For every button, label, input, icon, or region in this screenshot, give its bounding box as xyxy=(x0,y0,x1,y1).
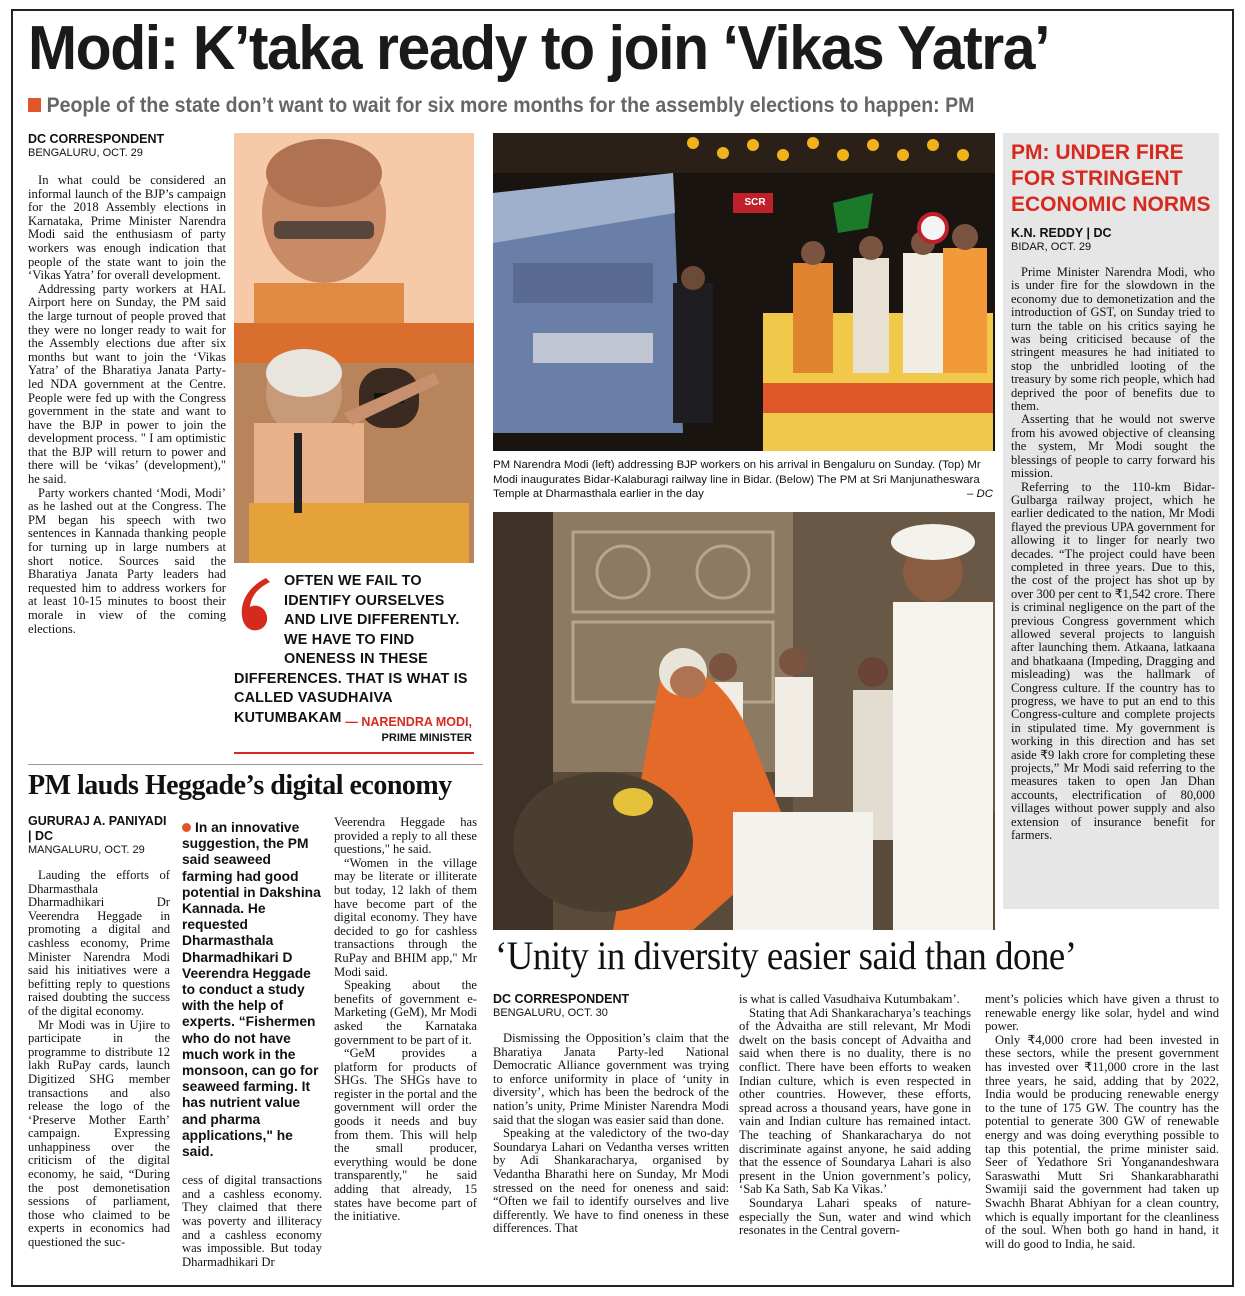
photo-caption xyxy=(493,458,993,502)
photo-temple-visit xyxy=(493,512,995,930)
main-headline: Modi: K’taka ready to join ‘Vikas Yatra’ xyxy=(28,14,1050,83)
story3-paragraph: Dismissing the Opposition’s claim that the Bharatiya Janata Party-led National Democratic Alliance government was trying to enforce uniformity in place of ‘unity in diversity’, which has been the bedrock of the nation’s unity, Prime Minister Narendra Modi said that the slogan was easier said than done. xyxy=(493,1031,729,1127)
story3-paragraph: Only ₹4,000 crore had been invested in these sectors, while the present government has invested over ₹11,000 crore in the last three years, he said, adding that by 2022, India would be producing renewable energy to the tune of 175 GW. The country has the potential to generate 300 GW of renewable energy and was doing everything possible to tap this potential, the prime minister said. Seer of Yedathore Sri Yonganandeshwara Saraswathi Mutt Sri Shankarabharathi Swamiji said the government had taken up Swachh Bharat Abhiyan for a clean country, which is equally important for the cleanliness of the soul. When both go hand in hand, it will do good to India, he said. xyxy=(985,1032,1219,1251)
pull-quote xyxy=(234,566,474,754)
story2-paragraph: “Women in the village may be literate or illiterate but today, 12 lakh of them have become part of the digital economy. They have decided to go for cashless transactions through the RuPay and BHIM app," Mr Modi said. xyxy=(334,855,477,979)
pull-quote-title: PRIME MINISTER xyxy=(381,732,472,744)
sidebar-paragraph: Asserting that he would not swerve from his avowed objective of cleansing the system, Mr Modi sought the blessings of people to carry forward his mission. xyxy=(1011,412,1215,481)
story2-col3-body xyxy=(334,816,477,1224)
story2-col2 xyxy=(182,820,322,1269)
story3-paragraph: ment’s policies which have given a thrust to renewable energy like solar, hydel and wind power. xyxy=(985,992,1219,1034)
story2-highlight-text: In an innovative suggestion, the PM said seaweed farming had good potential in Dakshina Kannada. He requested Dharmasthala Dharmadhikari D Veerendra Heggade to conduct a study with the help of experts. “Fishermen who do not have much work in the monsoon, can go for seaweed farming. It has nutrient value and pharma applications," he said. xyxy=(182,820,321,1160)
pull-quote-name: — NARENDRA MODI, xyxy=(345,715,472,729)
station-sign: SCR xyxy=(744,197,766,208)
story2-highlight xyxy=(182,820,322,1160)
main-paragraph: Party workers chanted ‘Modi, Modi’ as he lashed out at the Congress. The PM began his speech with two sentences in Kannada thanking people for turning up in large numbers at short notice. Sources said the Bharatiya Janata Party leaders had requested him to address workers for at least 10-15 minutes to boost their morale in view of the coming elections. xyxy=(28,485,226,636)
sidebar-dateline: BIDAR, OCT. 29 xyxy=(1011,241,1092,253)
headline-deck xyxy=(28,92,1135,120)
story2-col1-body xyxy=(28,869,170,1250)
photo-modi-addressing xyxy=(234,133,474,563)
story2-paragraph: Mr Modi was in Ujire to participate in the programme to distribute 12 lakh RuPay cards, launch Digitized SHG member transactions and also release the logo of the ‘Preserve Mother Earth’ campaign. Expressing unhappiness over the criticism of the digital economy, he said, “During the post demonetisation sessions of parliament, those who claimed to be experts in economics had questioned the suc- xyxy=(28,1017,170,1250)
highlight-bullet xyxy=(182,823,191,832)
photo-railway-inauguration xyxy=(493,133,995,451)
story2-dateline: MANGALURU, OCT. 29 xyxy=(28,844,145,856)
main-byline: DC CORRESPONDENT xyxy=(28,132,165,146)
story3-dateline: BENGALURU, OCT. 30 xyxy=(493,1007,608,1019)
story2-paragraph: cess of digital transactions and a cashless economy. They claimed that there was poverty and illiteracy and a cashless economy was impossible. But today Dharmadhikari Dr xyxy=(182,1173,322,1269)
story3-col2 xyxy=(739,993,971,1238)
story3-paragraph: is what is called Vasudhaiva Kutumbakam’. xyxy=(739,992,960,1006)
story2-paragraph: Lauding the efforts of Dharmasthala Dharmadhikari Dr Veerendra Heggade in promoting a digital and cashless economy, Prime Minister Narendra Modi said his initiatives were a befitting reply to questions raised doubting the success of the digital economy. xyxy=(28,868,170,1018)
story2-byline: GURURAJ A. PANIYADI | DC xyxy=(28,814,167,843)
story3-paragraph: Speaking at the valedictory of the two-day Soundarya Lahari on Vedantha verses written by Adi Shankaracharya, organised by Vedantha Bharathi here on Sunday, Mr Modi stressed on the need for oneness and said: “Often we fail to identify ourselves and live differently. We have to find oneness in these differences. That xyxy=(493,1126,729,1236)
main-story xyxy=(28,132,226,636)
photo-caption-text: PM Narendra Modi (left) addressing BJP workers on his arrival in Bengaluru on Sunday. (Top) Mr Modi inaugurates Bidar-Kalaburagi railway line in Bidar. (Below) The PM at Sri Manjunatheswara Temple at Dharmasthala earlier in the day xyxy=(493,459,981,500)
story3-col1 xyxy=(493,992,729,1236)
main-paragraph: Addressing party workers at HAL Airport here on Sunday, the PM said the large turnout of people proved that they were no longer ready to wait for the Assembly elections due after six months but want to join the ‘Vikas Yatra’ of the Bharatiya Janata Party-led NDA government at the Centre. People were fed up with the Congress government in the state and want to have the BJP in power to join the development process. " I am optimistic that the BJP will return to power and there will be ‘vikas’ (development)," he said. xyxy=(28,281,226,487)
pull-quote-indent xyxy=(234,572,284,656)
story3-paragraph: Soundarya Lahari speaks of nature-especially the Sun, water and wind which resonates in the Central govern- xyxy=(739,1195,971,1238)
story3-paragraph: Stating that Adi Shankaracharya’s teachings of the Advaitha are still relevant, Mr Modi dwelt on the basis concept of Advaitha and said when there is no duality, there is no conflict. There have been efforts to weaken Indian culture, which is even respected in other countries. However, these efforts, spread across a thousand years, have gone in vain and Indian culture has remained intact. The teaching of Shankaracharya do not discriminate against anyone, he said adding that the essence of Soundarya Lahari is also present in the Union government’s policy, ‘Sab Ka Sath, Sab Ka Vikas.’ xyxy=(739,1005,971,1197)
pull-quote-body: OFTEN WE FAIL TO IDENTIFY OURSELVES AND LIVE DIFFERENTLY. WE HAVE TO FIND ONENESS IN THESE DIFFERENCES. THAT IS WHAT IS CALLED VASUDHAIVA KUTUMBAKAM xyxy=(234,573,468,726)
story3-col1-body xyxy=(493,1032,729,1236)
story2-paragraph: “GeM provides a platform for products of SHGs. The SHGs have to register in the portal and the government will order the goods it needs and buy from them. This will help the small producer, everything would be done transparently," he said adding that already, 15 states have become part of the initiative. xyxy=(334,1046,477,1224)
pull-quote-text xyxy=(234,572,474,728)
sidebar-story xyxy=(1011,226,1215,842)
main-paragraph: In what could be considered an informal launch of the BJP’s campaign for the 2018 Assembly elections in Karnataka, Prime Minister Narendra Modi said the enthusiasm of party workers was enough indication that people of the state want to join the ‘Vikas Yatra’ for overall development. xyxy=(28,173,226,283)
deck-text: People of the state don’t want to wait for six more months for the assembly elections to happen: PM xyxy=(46,94,975,117)
story2-col3 xyxy=(334,816,477,1224)
photo-railway-illustration xyxy=(493,133,995,451)
sidebar-headline: PM: UNDER FIRE FOR STRINGENT ECONOMIC NORMS xyxy=(1011,141,1211,216)
sidebar-body xyxy=(1011,266,1215,842)
main-dateline: BENGALURU, OCT. 29 xyxy=(28,147,143,159)
story3-col3 xyxy=(985,993,1219,1251)
main-body xyxy=(28,174,226,636)
sidebar-paragraph: Referring to the 110-km Bidar-Gulbarga railway project, which he earlier dedicated to the nation, Mr Modi flayed the previous UPA government for allowing it to linger for nearly two decades. “The project could have been completed in three years. Due to this, the cost of the project has shot up by over 300 per cent to ₹1,542 crore. There is criminal negligence on the part of the previous Congress government which allowed several projects to languish after launching them. Atkaana, latkaana and bhatkaana (Impeding, Dragging and misleading) was the hallmark of Congress culture. If the country has to progress, we have to put an end to this Congress-culture and complete projects in stipulated time. My government is working in this direction and has set aside ₹9 lakh crore for completing these projects,” Mr Modi said referring to the measures taken to open Jan Dhan accounts, electrification of 80,000 villages without power supply and also extension of insurance benefit for farmers. xyxy=(1011,479,1215,843)
story2-col2-body xyxy=(182,1174,322,1269)
story3-byline: DC CORRESPONDENT xyxy=(493,992,630,1006)
story2-rule xyxy=(28,764,483,765)
story3-col2-body xyxy=(739,993,971,1238)
sidebar-paragraph: Prime Minister Narendra Modi, who is under fire for the slowdown in the economy due to demonetization and the introduction of GST, on Sunday tried to turn the table on his critics saying he was being criticised because of the stringent measures he had initiated to stop the unbridled looting of the treasury by some rich people, which had deprived the poor of benefits due to them. xyxy=(1011,265,1215,414)
story3-headline: ‘Unity in diversity easier said than done’ xyxy=(495,933,1077,978)
story2-headline: PM lauds Heggade’s digital economy xyxy=(28,770,452,801)
story3-col3-body xyxy=(985,993,1219,1251)
story2-col1 xyxy=(28,814,170,1250)
photo-modi-addressing-illustration xyxy=(234,133,474,563)
deck-bullet xyxy=(28,98,41,112)
photo-credit: – DC xyxy=(967,488,993,500)
story2-paragraph: Veerendra Heggade has provided a reply to all these questions," he said. xyxy=(334,815,477,857)
story2-paragraph: Speaking about the benefits of government e-Marketing (GeM), Mr Modi asked the Karnataka government to be part of it. xyxy=(334,978,477,1047)
sidebar-byline: K.N. REDDY | DC xyxy=(1011,226,1112,240)
photo-temple-illustration xyxy=(493,512,995,930)
